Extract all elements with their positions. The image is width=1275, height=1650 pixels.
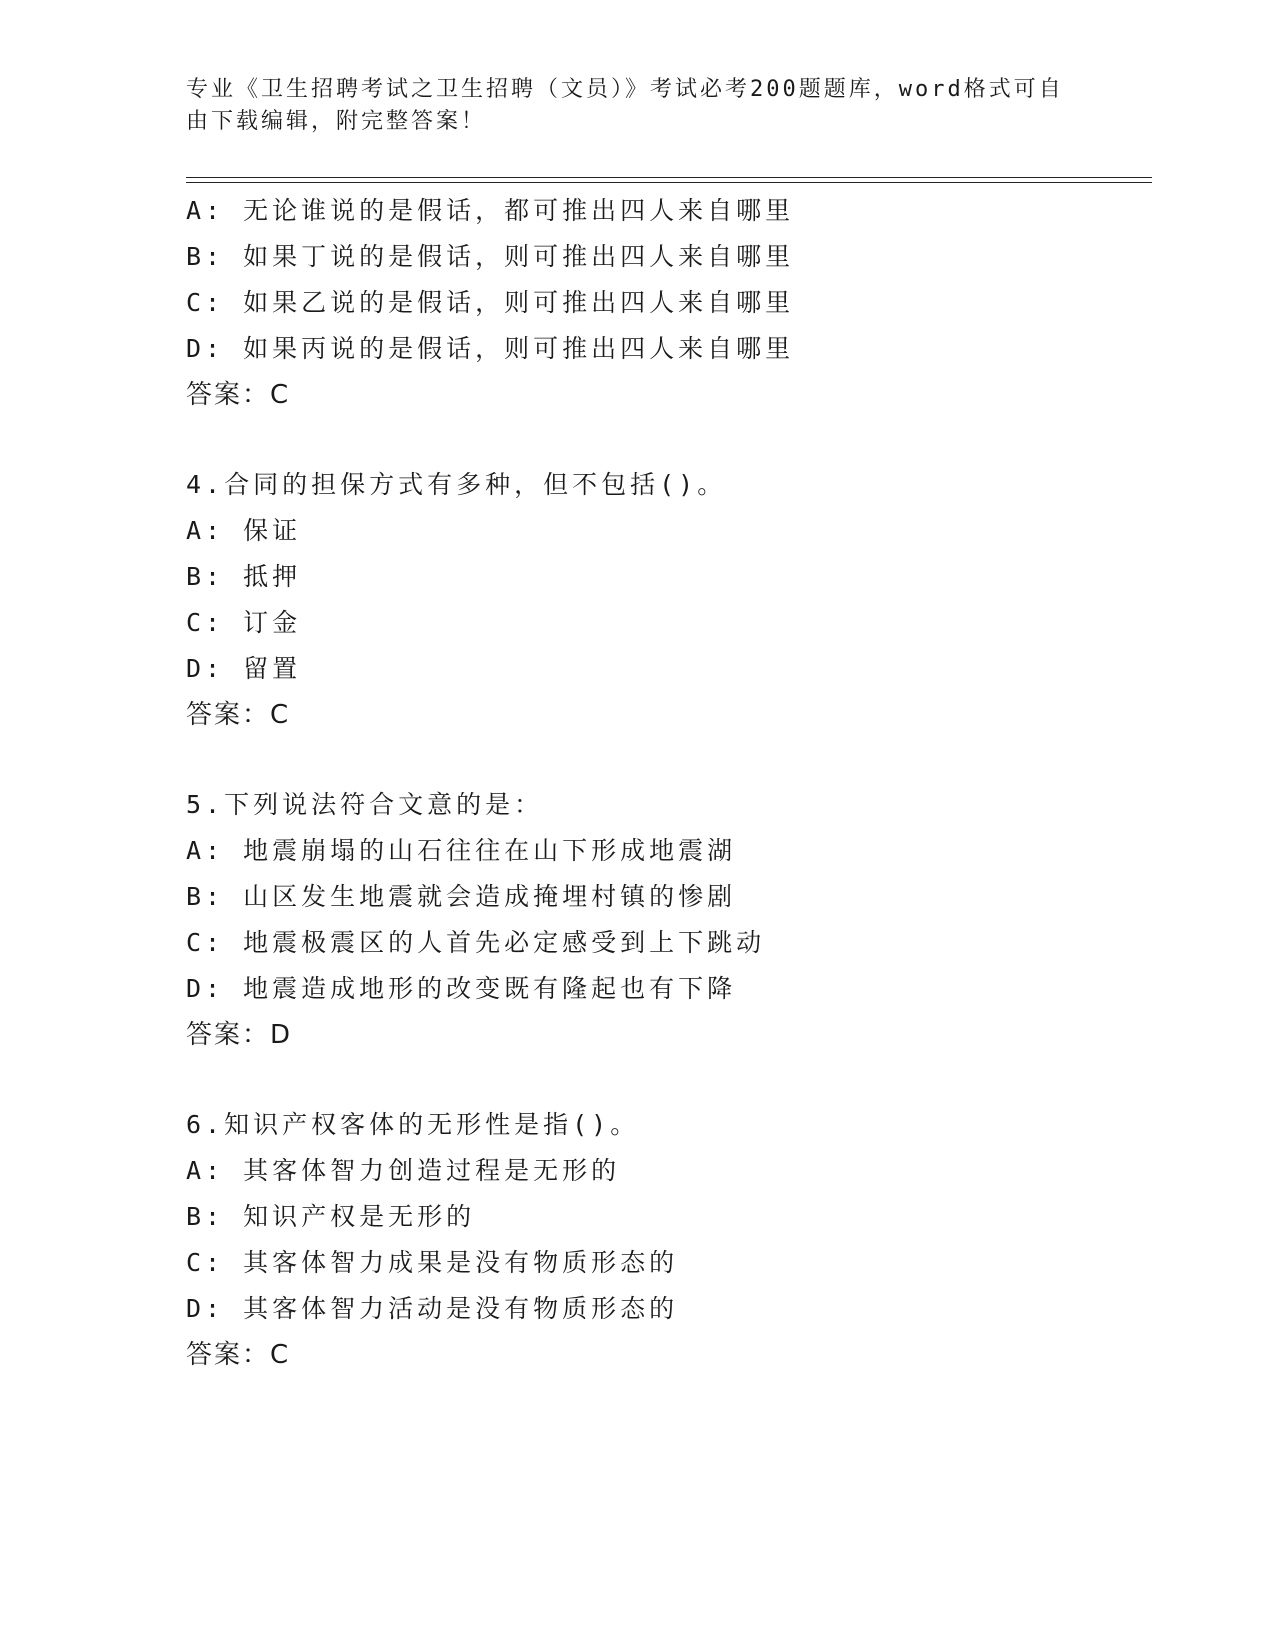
option-b: B: 山区发生地震就会造成掩埋村镇的惨剧 bbox=[186, 882, 737, 911]
header-divider-bottom bbox=[186, 182, 1152, 183]
option-d: D: 留置 bbox=[186, 654, 302, 683]
answer-line: 答案：C bbox=[186, 380, 291, 410]
option-d: D: 地震造成地形的改变既有隆起也有下降 bbox=[186, 974, 737, 1003]
option-c: C: 如果乙说的是假话，则可推出四人来自哪里 bbox=[186, 288, 795, 317]
option-a: A: 保证 bbox=[186, 516, 302, 545]
answer-line: 答案：D bbox=[186, 1020, 293, 1050]
option-b: B: 抵押 bbox=[186, 562, 302, 591]
answer-line: 答案：C bbox=[186, 700, 291, 730]
option-c: C: 订金 bbox=[186, 608, 302, 637]
option-a: A: 其客体智力创造过程是无形的 bbox=[186, 1156, 621, 1185]
header-divider-top bbox=[186, 177, 1152, 178]
question-list bbox=[186, 188, 1146, 1422]
option-a: A: 无论谁说的是假话，都可推出四人来自哪里 bbox=[186, 196, 795, 225]
question-4 bbox=[186, 462, 1146, 738]
question-5 bbox=[186, 782, 1146, 1058]
option-c: C: 其客体智力成果是没有物质形态的 bbox=[186, 1248, 679, 1277]
option-d: D: 其客体智力活动是没有物质形态的 bbox=[186, 1294, 679, 1323]
question-stem: 6.知识产权客体的无形性是指()。 bbox=[186, 1110, 640, 1139]
question-stem: 4.合同的担保方式有多种，但不包括()。 bbox=[186, 470, 727, 499]
answer-line: 答案：C bbox=[186, 1340, 291, 1370]
document-header: 专业《卫生招聘考试之卫生招聘（文员）》考试必考200题题库，word格式可自由下载编辑，附完整答案！ bbox=[186, 77, 1064, 134]
question-stem: 5.下列说法符合文意的是： bbox=[186, 790, 544, 819]
option-d: D: 如果丙说的是假话，则可推出四人来自哪里 bbox=[186, 334, 795, 363]
option-c: C: 地震极震区的人首先必定感受到上下跳动 bbox=[186, 928, 766, 957]
option-a: A: 地震崩塌的山石往往在山下形成地震湖 bbox=[186, 836, 737, 865]
option-b: B: 如果丁说的是假话，则可推出四人来自哪里 bbox=[186, 242, 795, 271]
question-3-partial bbox=[186, 188, 1146, 418]
question-6 bbox=[186, 1102, 1146, 1378]
option-b: B: 知识产权是无形的 bbox=[186, 1202, 476, 1231]
